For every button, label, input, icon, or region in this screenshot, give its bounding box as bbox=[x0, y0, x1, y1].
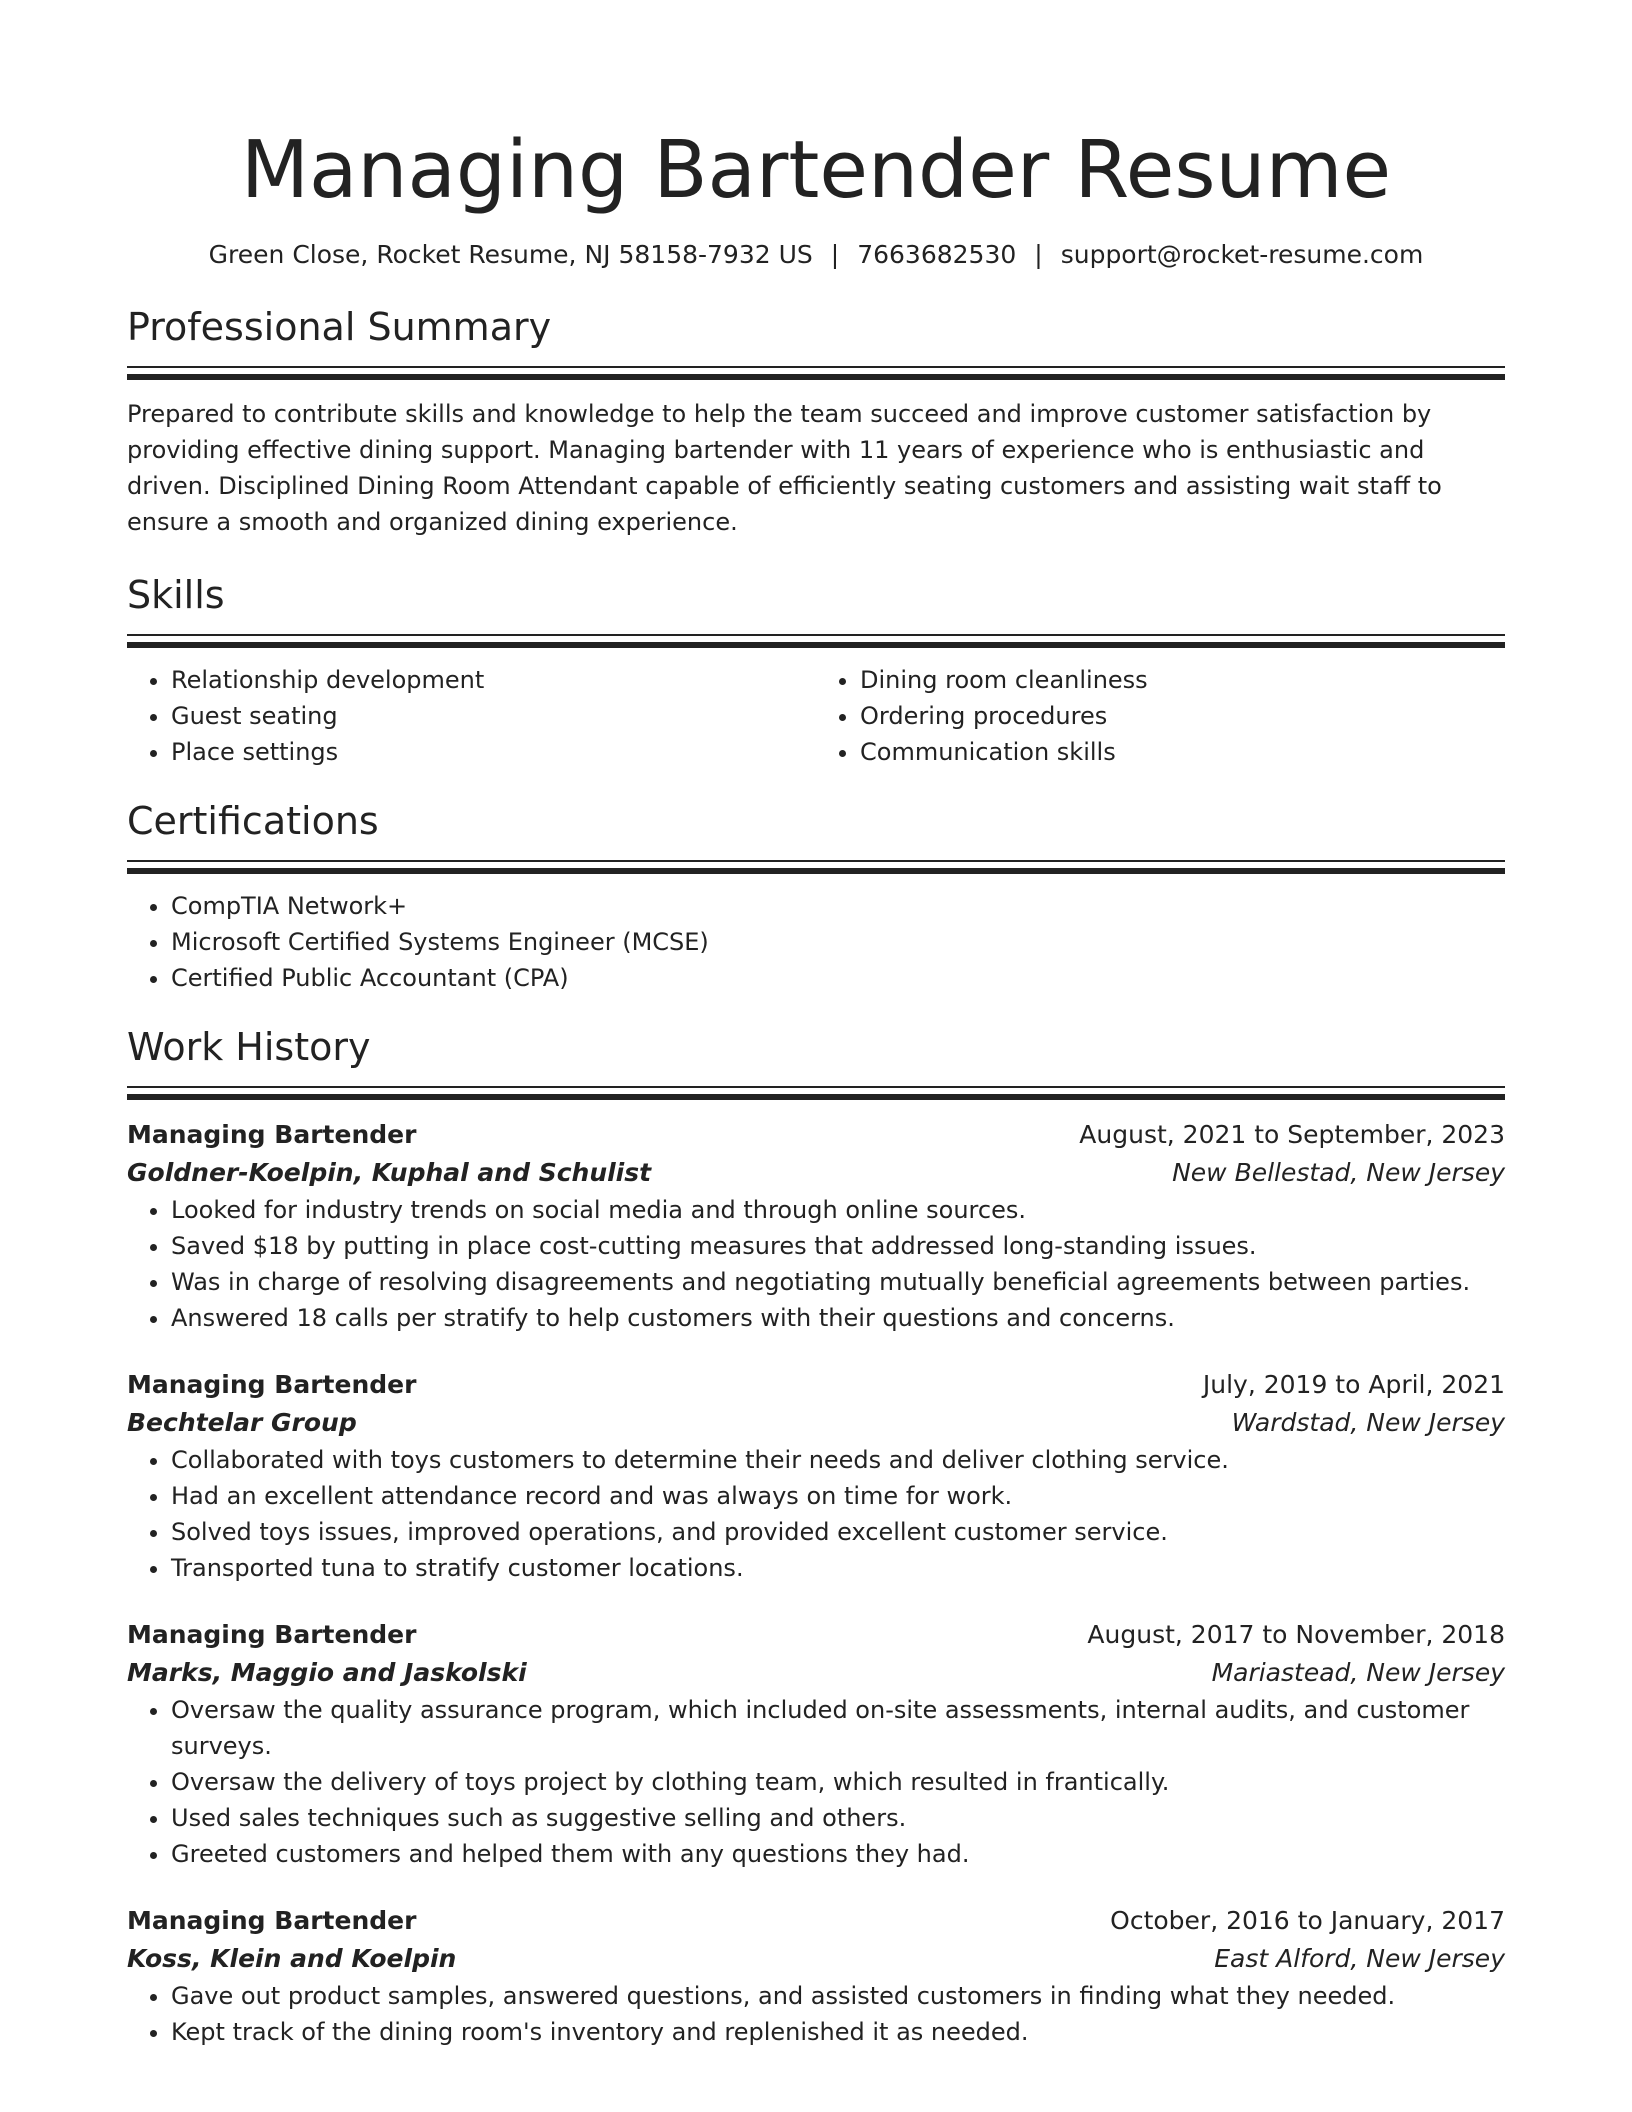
job-bullet: • Saved $18 by putting in place cost-cutting measures that addressed long-standing issues. bbox=[171, 1228, 1505, 1264]
job-location: East Alford, New Jersey bbox=[1214, 1944, 1505, 1973]
job-bullet: • Looked for industry trends on social media and through online sources. bbox=[171, 1192, 1505, 1228]
work-history-section bbox=[127, 1022, 1505, 2050]
job-header bbox=[127, 1616, 1505, 1654]
contact-line bbox=[127, 238, 1505, 272]
certification-item: • CompTIA Network+ bbox=[171, 888, 1505, 924]
page-title: Managing Bartender Resume bbox=[240, 124, 1392, 216]
job-title: Managing Bartender bbox=[127, 1906, 417, 1935]
job-bullet: • Gave out product samples, answered questions, and assisted customers in finding what they needed. bbox=[171, 1978, 1505, 2014]
job-entry bbox=[127, 1366, 1505, 1586]
job-dates: October, 2016 to January, 2017 bbox=[1110, 1906, 1505, 1935]
job-bullet: • Solved toys issues, improved operations, and provided excellent customer service. bbox=[171, 1514, 1505, 1550]
section-rule-thick bbox=[127, 868, 1505, 874]
job-title: Managing Bartender bbox=[127, 1120, 417, 1149]
job-subheader bbox=[127, 1940, 1505, 1978]
certifications-section bbox=[127, 796, 1505, 996]
job-dates: August, 2021 to September, 2023 bbox=[1079, 1120, 1505, 1149]
job-location: New Bellestad, New Jersey bbox=[1172, 1158, 1505, 1187]
skill-item: • Place settings bbox=[171, 734, 816, 770]
section-heading-certifications: Certifications bbox=[127, 799, 379, 843]
job-title: Managing Bartender bbox=[127, 1620, 417, 1649]
section-rule bbox=[127, 1086, 1505, 1088]
skills-columns bbox=[127, 662, 1505, 770]
certifications-list bbox=[127, 888, 1505, 996]
summary-section bbox=[127, 302, 1505, 540]
section-heading-summary: Professional Summary bbox=[127, 305, 552, 349]
section-rule-thick bbox=[127, 1094, 1505, 1100]
job-bullet: • Oversaw the delivery of toys project by clothing team, which resulted in frantically. bbox=[171, 1764, 1505, 1800]
section-rule-thick bbox=[127, 374, 1505, 380]
certification-item: • Microsoft Certified Systems Engineer (MCSE) bbox=[171, 924, 1505, 960]
skill-item: • Guest seating bbox=[171, 698, 816, 734]
job-bullet: • Answered 18 calls per stratify to help customers with their questions and concerns. bbox=[171, 1300, 1505, 1336]
job-bullet: • Collaborated with toys customers to determine their needs and deliver clothing service. bbox=[171, 1442, 1505, 1478]
job-bullet: • Used sales techniques such as suggestive selling and others. bbox=[171, 1800, 1505, 1836]
job-entry bbox=[127, 1116, 1505, 1336]
certification-item: • Certified Public Accountant (CPA) bbox=[171, 960, 1505, 996]
contact-email: support@rocket-resume.com bbox=[1060, 240, 1424, 269]
job-subheader bbox=[127, 1154, 1505, 1192]
skill-item: • Dining room cleanliness bbox=[860, 662, 1505, 698]
job-dates: July, 2019 to April, 2021 bbox=[1202, 1370, 1505, 1399]
job-bullet: • Greeted customers and helped them with any questions they had. bbox=[171, 1836, 1505, 1872]
contact-separator: | bbox=[1034, 240, 1043, 269]
job-bullets bbox=[127, 1442, 1505, 1586]
job-company: Koss, Klein and Koelpin bbox=[127, 1944, 457, 1973]
job-header bbox=[127, 1366, 1505, 1404]
skill-item: • Ordering procedures bbox=[860, 698, 1505, 734]
job-dates: August, 2017 to November, 2018 bbox=[1087, 1620, 1505, 1649]
job-entry bbox=[127, 1902, 1505, 2050]
contact-address: Green Close, Rocket Resume, NJ 58158-7932 US bbox=[208, 240, 813, 269]
job-title: Managing Bartender bbox=[127, 1370, 417, 1399]
job-bullet: • Transported tuna to stratify customer locations. bbox=[171, 1550, 1505, 1586]
job-bullets bbox=[127, 1978, 1505, 2050]
job-subheader bbox=[127, 1404, 1505, 1442]
job-company: Goldner-Koelpin, Kuphal and Schulist bbox=[127, 1158, 652, 1187]
job-company: Bechtelar Group bbox=[127, 1408, 357, 1437]
job-bullet: • Was in charge of resolving disagreements and negotiating mutually beneficial agreements between parties. bbox=[171, 1264, 1505, 1300]
section-heading-skills: Skills bbox=[127, 573, 225, 617]
job-entry bbox=[127, 1616, 1505, 1872]
section-rule-thick bbox=[127, 642, 1505, 648]
section-rule bbox=[127, 860, 1505, 862]
skill-item: • Relationship development bbox=[171, 662, 816, 698]
job-header bbox=[127, 1116, 1505, 1154]
job-location: Wardstad, New Jersey bbox=[1231, 1408, 1505, 1437]
job-bullet: • Had an excellent attendance record and was always on time for work. bbox=[171, 1478, 1505, 1514]
job-bullet: • Kept track of the dining room's inventory and replenished it as needed. bbox=[171, 2014, 1505, 2050]
skills-section bbox=[127, 570, 1505, 770]
job-bullets bbox=[127, 1192, 1505, 1336]
section-heading-work-history: Work History bbox=[127, 1025, 371, 1069]
contact-phone: 7663682530 bbox=[857, 240, 1017, 269]
job-subheader bbox=[127, 1654, 1505, 1692]
job-bullet: • Oversaw the quality assurance program, which included on-site assessments, internal audits, and customer surveys. bbox=[171, 1692, 1505, 1764]
contact-separator: | bbox=[830, 240, 840, 269]
section-rule bbox=[127, 634, 1505, 636]
job-bullets bbox=[127, 1692, 1505, 1872]
job-company: Marks, Maggio and Jaskolski bbox=[127, 1658, 527, 1687]
job-location: Mariastead, New Jersey bbox=[1211, 1658, 1505, 1687]
skills-list-right bbox=[816, 662, 1505, 770]
skill-item: • Communication skills bbox=[860, 734, 1505, 770]
skills-list-left bbox=[127, 662, 816, 770]
job-header bbox=[127, 1902, 1505, 1940]
section-rule bbox=[127, 366, 1505, 368]
summary-text: Prepared to contribute skills and knowledge to help the team succeed and improve customer satisfaction by providing effective dining support. Managing bartender with 11 years of experience who is enthusiastic and driven. Disciplined Dining Room Attendant capable of efficiently seating customers and assisting wait staff to ensure a smooth and organized dining experience. bbox=[127, 400, 1442, 536]
